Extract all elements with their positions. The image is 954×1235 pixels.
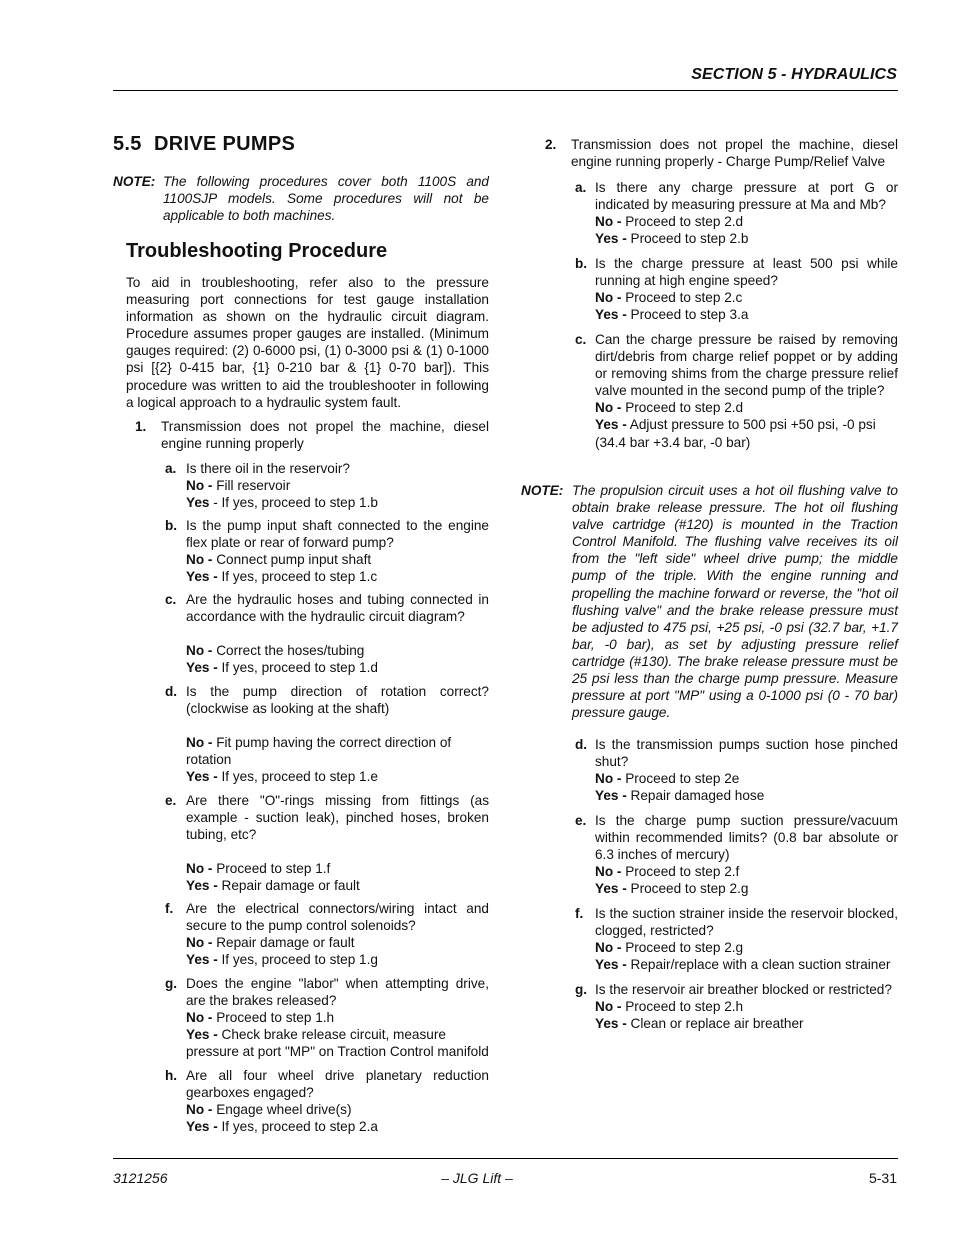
answer-yes-label: Yes -	[595, 788, 627, 804]
header-rule	[113, 90, 898, 91]
doc-number: 3121256	[113, 1170, 168, 1186]
note-label: NOTE:	[113, 174, 156, 189]
answer-no-label: No -	[595, 214, 622, 230]
sub-step-letter: a.	[165, 461, 177, 476]
question-text: Can the charge pressure be raised by removing dirt/debris from charge relief poppet or by adding or removing shims from the charge pressure relief valve mounted in the second pump of the triple?	[595, 332, 898, 399]
sub-step-letter: e.	[165, 793, 177, 808]
answer-no-text: Correct the hoses/tubing	[212, 643, 365, 659]
answer-yes	[595, 1015, 898, 1032]
answer-yes-label: Yes -	[186, 1027, 218, 1043]
step-text: Transmission does not propel the machine, diesel engine running properly - Charge Pump/Relief Valve	[571, 137, 898, 170]
step-number: 2.	[545, 137, 557, 152]
answer-yes	[186, 1026, 489, 1060]
answer-yes-text: Clean or replace air breather	[626, 1016, 804, 1032]
answer-no	[186, 1009, 489, 1026]
answer-no-label: No -	[186, 735, 213, 751]
sub-step-letter: b.	[165, 518, 178, 533]
answer-yes-label: Yes -	[186, 878, 218, 894]
step-text: Transmission does not propel the machine, diesel engine running properly	[161, 419, 489, 452]
answer-yes-label: Yes -	[595, 231, 627, 247]
answer-no-label: No -	[595, 940, 622, 956]
answer-no-label: No -	[186, 861, 213, 877]
sub-step-letter: g.	[575, 982, 588, 997]
answer-yes	[595, 956, 898, 973]
question-text: Is there oil in the reservoir?	[186, 461, 350, 476]
answer-no-label: No -	[595, 290, 622, 306]
answer-no-text: Engage wheel drive(s)	[212, 1102, 352, 1118]
answer-no-label: No -	[186, 552, 213, 568]
answer-no	[595, 998, 898, 1015]
sub-step-letter: d.	[575, 737, 588, 752]
question-text: Are the electrical connectors/wiring intact and secure to the pump control solenoids?	[186, 901, 489, 934]
sub-step-letter: b.	[575, 256, 588, 271]
question-text: Are the hydraulic hoses and tubing connected in accordance with the hydraulic circuit diagram?	[186, 592, 489, 625]
answer-no-label: No -	[595, 864, 622, 880]
answer-yes	[595, 416, 898, 450]
sub-step-letter: h.	[165, 1068, 178, 1083]
sub-step-letter: c.	[165, 592, 177, 607]
answer-yes-label: Yes -	[595, 957, 627, 973]
answer-yes-text: Proceed to step 2.b	[626, 231, 749, 247]
answer-yes-text: - If yes, proceed to step 1.b	[209, 495, 378, 511]
answer-yes	[595, 306, 898, 323]
answer-yes-label: Yes -	[186, 1119, 218, 1135]
answer-no	[595, 770, 898, 787]
answer-yes-label: Yes -	[186, 769, 218, 785]
note-text: The following procedures cover both 1100S and 1100SJP models. Some procedures will not be applicable to both machines.	[163, 174, 489, 224]
answer-yes-text: Proceed to step 3.a	[626, 307, 749, 323]
answer-yes-label: Yes -	[595, 881, 627, 897]
answer-yes	[186, 568, 489, 585]
answer-no	[186, 1101, 489, 1118]
sub-step-letter: f.	[575, 906, 584, 921]
sub-step-letter: g.	[165, 976, 178, 991]
answer-yes-text: If yes, proceed to step 1.d	[217, 660, 378, 676]
answer-no-text: Fill reservoir	[212, 478, 291, 494]
publisher: – JLG Lift –	[441, 1170, 513, 1186]
answer-no	[186, 551, 489, 568]
answer-no-label: No -	[186, 478, 213, 494]
answer-no	[595, 289, 898, 306]
answer-yes-label: Yes -	[595, 417, 627, 433]
step-number: 1.	[135, 419, 147, 434]
intro-paragraph: To aid in troubleshooting, refer also to the pressure measuring port connections for test gauge installation information as shown on the hydraulic circuit diagram. Procedure assumes proper gauges are installed. (Minimum gauges required: (2) 0-6000 psi, (1) 0-3000 psi & (1) 0-1000 psi [{2} 0-415 bar, {1} 0-210 bar & {1} 0-70 bar]). This procedure was written to aid the troubleshooter in following a logical approach to a hydraulic system fault.	[126, 275, 489, 410]
note-text: The propulsion circuit uses a hot oil flushing valve to obtain brake release pressure. The hot oil flushing valve cartridge (#120) is mounted in the Traction Control Manifold. The flushing valve receives its oil from the "left side" wheel drive pump; the middle pump of the triple. With the engine running and propelling the machine forward or reverse, the "hot oil flushing valve" and the brake release pressure must be adjusted to 475 psi, +25 psi, -0 psi (32.7 bar, +1.7 bar, -0 bar), as set by adjusting pressure relief cartridge (#130). The brake release pressure must be 25 psi less than the charge pump pressure. Measure pressure at port "MP" using a 0-1000 psi (0 - 70 bar) pressure gauge.	[572, 483, 898, 721]
answer-yes	[595, 880, 898, 897]
sub-step-letter: c.	[575, 332, 587, 347]
answer-no	[595, 863, 898, 880]
answer-yes-text: Repair damage or fault	[217, 878, 360, 894]
answer-no-text: Fit pump having the correct direction of rotation	[186, 735, 452, 768]
question-text: Is the charge pump suction pressure/vacuum within recommended limits? (0.8 bar absolute or 6.3 inches of mercury)	[595, 813, 898, 863]
answer-yes	[595, 787, 898, 804]
answer-no-label: No -	[595, 999, 622, 1015]
sub-step-letter: f.	[165, 901, 174, 916]
answer-no	[186, 734, 489, 768]
answer-no-text: Proceed to step 1.f	[212, 861, 331, 877]
answer-no-label: No -	[595, 771, 622, 787]
answer-yes-label: Yes -	[186, 569, 218, 585]
section-title	[113, 133, 295, 156]
answer-yes	[186, 877, 489, 894]
answer-no-label: No -	[186, 1010, 213, 1026]
question-text: Is there any charge pressure at port G or indicated by measuring pressure at Ma and Mb?	[595, 180, 898, 213]
answer-yes-label: Yes -	[595, 307, 627, 323]
sub-step-letter: d.	[165, 684, 178, 699]
answer-no-text: Proceed to step 2.c	[621, 290, 743, 306]
answer-no-text: Proceed to step 2.d	[621, 214, 744, 230]
answer-yes-label: Yes -	[186, 952, 218, 968]
answer-yes-text: If yes, proceed to step 2.a	[217, 1119, 378, 1135]
question-text: Is the reservoir air breather blocked or restricted?	[595, 982, 892, 997]
section-number: 5.5	[113, 133, 142, 155]
sub-step-letter: e.	[575, 813, 587, 828]
answer-no	[186, 934, 489, 951]
answer-yes-text: Adjust pressure to 500 psi +50 psi, -0 psi (34.4 bar +3.4 bar, -0 bar)	[595, 417, 876, 450]
answer-yes-text: Repair/replace with a clean suction strainer	[626, 957, 891, 973]
question-text: Is the suction strainer inside the reservoir blocked, clogged, restricted?	[595, 906, 898, 939]
answer-no-label: No -	[186, 935, 213, 951]
answer-no-label: No -	[186, 643, 213, 659]
answer-yes	[186, 494, 489, 511]
answer-no-text: Proceed to step 1.h	[212, 1010, 335, 1026]
question-text: Is the pump input shaft connected to the engine flex plate or rear of forward pump?	[186, 518, 489, 551]
answer-yes	[595, 230, 898, 247]
answer-no-text: Proceed to step 2.h	[621, 999, 744, 1015]
answer-no	[186, 860, 489, 877]
answer-yes-text: Proceed to step 2.g	[626, 881, 749, 897]
answer-yes-text: Check brake release circuit, measure pressure at port "MP" on Traction Control manifold	[186, 1027, 489, 1060]
section-title-text: DRIVE PUMPS	[154, 133, 296, 155]
answer-no-text: Proceed to step 2.f	[621, 864, 740, 880]
answer-no-text: Connect pump input shaft	[212, 552, 372, 568]
answer-yes	[186, 951, 489, 968]
answer-no	[595, 213, 898, 230]
answer-yes-text: If yes, proceed to step 1.c	[217, 569, 378, 585]
answer-no-label: No -	[595, 400, 622, 416]
subheading: Troubleshooting Procedure	[126, 240, 388, 262]
footer-rule	[113, 1158, 898, 1159]
question-text: Are there "O"-rings missing from fittings (as example - suction leak), pinched hoses, broken tubing, etc?	[186, 793, 489, 843]
question-text: Is the charge pressure at least 500 psi while running at high engine speed?	[595, 256, 898, 289]
answer-no	[186, 642, 489, 659]
answer-no-label: No -	[186, 1102, 213, 1118]
note-label: NOTE:	[521, 483, 564, 498]
section-header: SECTION 5 - HYDRAULICS	[691, 66, 897, 83]
question-text: Does the engine "labor" when attempting drive, are the brakes released?	[186, 976, 489, 1009]
page-number: 5-31	[868, 1170, 897, 1186]
answer-yes	[186, 659, 489, 676]
answer-no	[186, 477, 489, 494]
sub-step-letter: a.	[575, 180, 587, 195]
answer-yes-label: Yes -	[595, 1016, 627, 1032]
answer-yes-text: If yes, proceed to step 1.e	[217, 769, 378, 785]
answer-no-text: Proceed to step 2.g	[621, 940, 744, 956]
answer-no-text: Repair damage or fault	[212, 935, 355, 951]
question-text: Are all four wheel drive planetary reduction gearboxes engaged?	[186, 1068, 489, 1101]
answer-no-text: Proceed to step 2.d	[621, 400, 744, 416]
answer-yes-text: Repair damaged hose	[626, 788, 765, 804]
answer-yes	[186, 768, 489, 785]
answer-no	[595, 939, 898, 956]
question-text: Is the transmission pumps suction hose pinched shut?	[595, 737, 898, 770]
answer-no-text: Proceed to step 2e	[621, 771, 740, 787]
answer-yes	[186, 1118, 489, 1135]
answer-yes-label: Yes -	[186, 660, 218, 676]
answer-no	[595, 399, 898, 416]
answer-yes-label: Yes	[186, 495, 210, 511]
answer-yes-text: If yes, proceed to step 1.g	[217, 952, 378, 968]
question-text: Is the pump direction of rotation correct? (clockwise as looking at the shaft)	[186, 684, 489, 717]
